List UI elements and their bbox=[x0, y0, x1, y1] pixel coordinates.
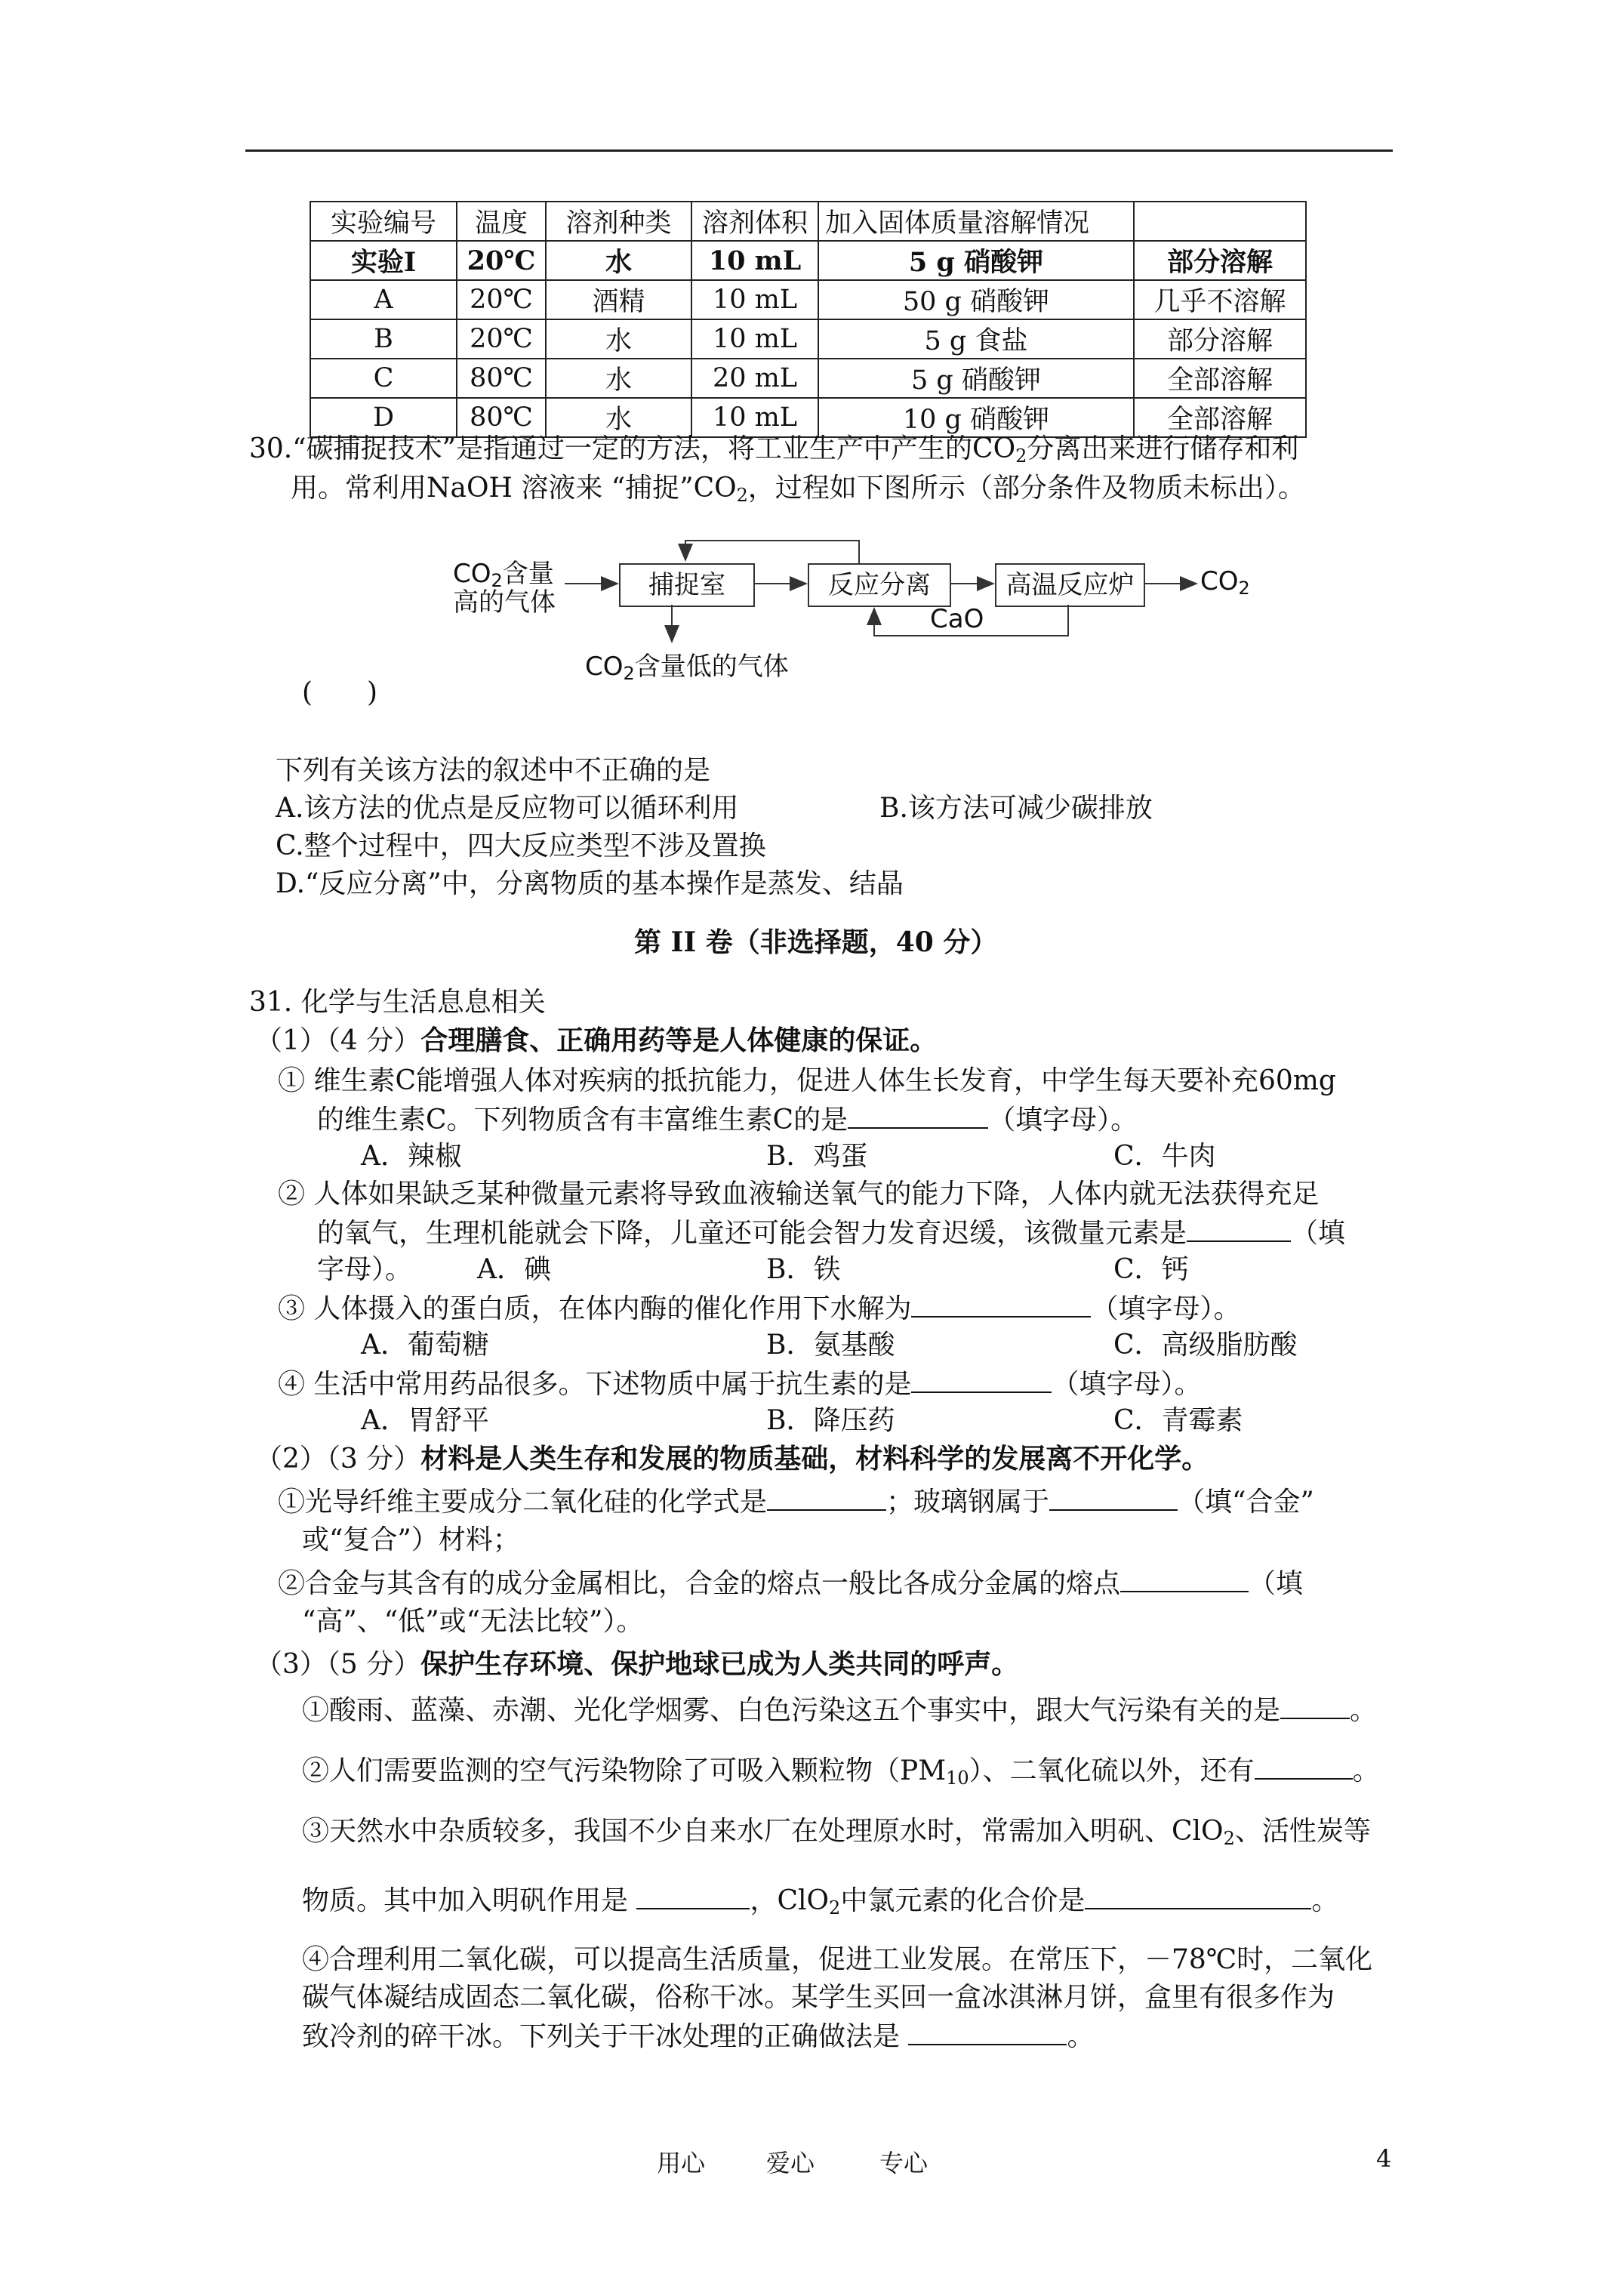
q31-text: ②人们需要监测的空气污染物除了可吸入颗粒物（PM bbox=[302, 1755, 947, 1786]
q31-text: （填 bbox=[1249, 1568, 1304, 1599]
footer-word: 爱心 bbox=[766, 2149, 815, 2177]
table-cell: 5 g 食盐 bbox=[818, 319, 1134, 359]
subscript: 2 bbox=[1223, 1828, 1235, 1849]
q31-part3-item3-line2 bbox=[302, 1882, 1338, 1925]
table-cell: 部分溶解 bbox=[1134, 241, 1306, 280]
subscript: 2 bbox=[623, 663, 635, 684]
table-header-cell: 加入固体质量溶解情况 bbox=[818, 202, 1134, 241]
q31-text: ③天然水中杂质较多，我国不少自来水厂在处理原水时，常需加入明矾、ClO bbox=[302, 1816, 1224, 1847]
q31-part2-item1-line2: 或“复合”）材料； bbox=[302, 1524, 520, 1555]
answer-blank[interactable] bbox=[1280, 1692, 1350, 1719]
q30-option-d: D.“反应分离”中，分离物质的基本操作是蒸发、结晶 bbox=[276, 868, 904, 899]
table-cell: A bbox=[310, 280, 457, 319]
q30-text: ，过程如下图所示（部分条件及物质未标出）。 bbox=[747, 473, 1305, 504]
footer-word: 专心 bbox=[879, 2149, 929, 2177]
q31-item1-line2 bbox=[317, 1102, 1138, 1138]
table-cell: 5 g 硝酸钾 bbox=[818, 359, 1134, 398]
capture-chamber-box: 捕捉室 bbox=[619, 563, 755, 607]
q31-text: ，ClO bbox=[750, 1885, 830, 1916]
table-cell: 酒精 bbox=[546, 280, 691, 319]
answer-blank[interactable] bbox=[1255, 1752, 1353, 1780]
table-cell: 部分溶解 bbox=[1134, 319, 1306, 359]
q31-text: ④ 生活中常用药品很多。下述物质中属于抗生素的是 bbox=[278, 1369, 912, 1400]
table-cell: 10 g 硝酸钾 bbox=[818, 398, 1134, 437]
q31-text: ）、二氧化硫以外，还有 bbox=[969, 1755, 1255, 1786]
option-c: C．高级脂肪酸 bbox=[1113, 1330, 1298, 1361]
cao-label: CaO bbox=[930, 604, 984, 634]
q31-text: （填字母）。 bbox=[1052, 1369, 1202, 1400]
table-header-cell: 溶剂种类 bbox=[546, 202, 691, 241]
answer-blank[interactable] bbox=[1120, 1565, 1249, 1592]
q31-text: 材料是人类生存和发展的物质基础，材料科学的发展离不开化学。 bbox=[420, 1443, 1209, 1475]
q31-part3-item4-line3 bbox=[302, 2018, 1094, 2054]
table-row bbox=[310, 359, 1306, 398]
answer-blank[interactable] bbox=[636, 1882, 750, 1909]
output-co2-label bbox=[1200, 566, 1250, 599]
q31-part2-item1 bbox=[278, 1484, 1314, 1520]
subscript: 2 bbox=[1015, 445, 1027, 467]
q30-text: 分离出来进行储存和利 bbox=[1027, 433, 1299, 464]
diagram-text: 含量低的气体 bbox=[634, 652, 789, 682]
carbon-capture-diagram bbox=[453, 536, 1283, 687]
q30-option-c: C.整个过程中，四大反应类型不涉及置换 bbox=[276, 831, 766, 861]
reaction-separation-box: 反应分离 bbox=[808, 563, 951, 607]
section-title: 第 II 卷（非选择题，40 分） bbox=[634, 926, 998, 958]
diagram-text: CO bbox=[453, 559, 491, 589]
table-cell: 水 bbox=[546, 398, 691, 437]
subscript: 2 bbox=[736, 485, 748, 506]
option-b: B．鸡蛋 bbox=[766, 1141, 868, 1172]
q31-text: （2）（3 分） bbox=[255, 1444, 421, 1475]
q31-item2-line1: ② 人体如果缺乏某种微量元素将导致血液输送氧气的能力下降，人体内就无法获得充足 bbox=[278, 1179, 1320, 1210]
option-a: A．葡萄糖 bbox=[361, 1330, 489, 1361]
diagram-text: CO bbox=[1200, 566, 1239, 596]
q31-text: ①酸雨、蓝藻、赤潮、光化学烟雾、白色污染这五个事实中，跟大气污染有关的是 bbox=[302, 1695, 1281, 1726]
input-gas-label-2: 高的气体 bbox=[453, 587, 556, 618]
q30-text: 用。常利用NaOH 溶液来 “捕捉”CO bbox=[291, 473, 737, 504]
option-a: A．辣椒 bbox=[361, 1141, 462, 1172]
q31-part3-item4-line2: 碳气体凝结成固态二氧化碳，俗称干冰。某学生买回一盒冰淇淋月饼，盒里有很多作为 bbox=[302, 1982, 1335, 2013]
table-row bbox=[310, 280, 1306, 319]
q31-text: 、活性炭等 bbox=[1234, 1816, 1371, 1847]
q31-part2-head bbox=[255, 1441, 1209, 1477]
diagram-arrows bbox=[453, 536, 1283, 687]
q31-text: 。 bbox=[1311, 1885, 1339, 1916]
subscript: 10 bbox=[946, 1767, 969, 1789]
table-cell: 全部溶解 bbox=[1134, 359, 1306, 398]
q31-text: ③ 人体摄入的蛋白质，在体内酶的催化作用下水解为 bbox=[278, 1293, 912, 1324]
option-b: B．铁 bbox=[766, 1254, 841, 1285]
subscript: 2 bbox=[829, 1897, 841, 1918]
table-cell: 全部溶解 bbox=[1134, 398, 1306, 437]
option-b: B．氨基酸 bbox=[766, 1330, 895, 1361]
table-header-cell: 实验编号 bbox=[310, 202, 457, 241]
option-a: A．碘 bbox=[477, 1254, 551, 1285]
q31-item1-line1: ① 维生素C能增强人体对疾病的抵抗能力，促进人体生长发育，中学生每天要补充60mg bbox=[278, 1065, 1336, 1096]
q31-part3-head bbox=[255, 1647, 1018, 1682]
q31-part3-item1 bbox=[302, 1692, 1377, 1728]
q31-text: 保护生存环境、保护地球已成为人类共同的呼声。 bbox=[420, 1648, 1019, 1680]
answer-blank[interactable] bbox=[911, 1366, 1052, 1393]
table-cell: 5 g 硝酸钾 bbox=[818, 241, 1134, 280]
q31-text: （填 bbox=[1291, 1218, 1346, 1249]
table-row bbox=[310, 241, 1306, 280]
footer-word: 用心 bbox=[657, 2149, 706, 2177]
subscript: 2 bbox=[491, 570, 503, 591]
q31-item4 bbox=[278, 1366, 1201, 1402]
option-b: B．降压药 bbox=[766, 1405, 895, 1436]
q30-option-b: B.该方法可减少碳排放 bbox=[879, 793, 1153, 824]
q30-text: 30.“碳捕捉技术”是指通过一定的方法，将工业生产中产生的CO bbox=[249, 433, 1016, 464]
option-c: C．牛肉 bbox=[1113, 1141, 1216, 1172]
q30-line2 bbox=[291, 471, 1305, 513]
diagram-text: 含量 bbox=[502, 559, 554, 589]
q31-text: （填字母）。 bbox=[1091, 1293, 1241, 1324]
q31-text: （1）（4 分） bbox=[255, 1025, 421, 1056]
header-rule bbox=[245, 149, 1393, 152]
table-cell: 20℃ bbox=[457, 241, 546, 280]
furnace-box: 高温反应炉 bbox=[995, 563, 1145, 607]
q31-text: （3）（5 分） bbox=[255, 1649, 421, 1680]
subscript: 2 bbox=[1238, 578, 1250, 599]
q31-text: ；玻璃钢属于 bbox=[886, 1487, 1050, 1518]
q31-text: 中氯元素的化合价是 bbox=[840, 1885, 1086, 1916]
answer-blank[interactable] bbox=[848, 1102, 988, 1129]
table-cell: 几乎不溶解 bbox=[1134, 280, 1306, 319]
q31-part3-item4-line1: ④合理利用二氧化碳，可以提高生活质量，促进工业发展。在常压下，－78℃时，二氧化 bbox=[302, 1944, 1373, 1975]
q31-item3 bbox=[278, 1290, 1240, 1327]
table-cell: 10 mL bbox=[691, 280, 818, 319]
table-cell: 80℃ bbox=[457, 398, 546, 437]
answer-blank[interactable] bbox=[1187, 1215, 1291, 1242]
table-header-cell: 溶剂体积 bbox=[691, 202, 818, 241]
option-c: C．青霉素 bbox=[1113, 1405, 1243, 1436]
table-cell: 实验Ⅰ bbox=[310, 241, 457, 280]
q31-text: 致冷剂的碎干冰。下列关于干冰处理的正确做法是 bbox=[302, 2021, 909, 2052]
q31-part2-item2 bbox=[278, 1565, 1303, 1601]
table-cell: C bbox=[310, 359, 457, 398]
option-a: A．胃舒平 bbox=[361, 1405, 489, 1436]
q31-text: 的氧气，生理机能就会下降，儿童还可能会智力发育迟缓，该微量元素是 bbox=[317, 1218, 1187, 1249]
table-cell: B bbox=[310, 319, 457, 359]
q31-part1-head bbox=[255, 1023, 937, 1059]
q31-text: 。 bbox=[1350, 1695, 1378, 1726]
table-header-cell: 温度 bbox=[457, 202, 546, 241]
table-cell: 水 bbox=[546, 241, 691, 280]
q31-text: 物质。其中加入明矾作用是 bbox=[302, 1885, 637, 1916]
answer-paren: ( ) bbox=[302, 677, 378, 708]
table-cell: 10 mL bbox=[691, 398, 818, 437]
q30-stem: 下列有关该方法的叙述中不正确的是 bbox=[276, 755, 711, 786]
option-c: C．钙 bbox=[1113, 1254, 1189, 1285]
q31-text: 的维生素C。下列物质含有丰富维生素C的是 bbox=[317, 1105, 848, 1136]
q30-option-a: A.该方法的优点是反应物可以循环利用 bbox=[276, 793, 739, 824]
q31-part3-item3 bbox=[302, 1814, 1371, 1856]
table-cell: 水 bbox=[546, 359, 691, 398]
q30-line1 bbox=[249, 432, 1298, 473]
q31-title: 31. 化学与生活息息相关 bbox=[249, 987, 546, 1018]
diagram-text: CO bbox=[585, 652, 624, 682]
table-cell: 80℃ bbox=[457, 359, 546, 398]
answer-blank[interactable] bbox=[1085, 1882, 1311, 1909]
table-cell: 20℃ bbox=[457, 319, 546, 359]
table-cell: 20 mL bbox=[691, 359, 818, 398]
answer-blank[interactable] bbox=[908, 2018, 1067, 2045]
table-cell: 20℃ bbox=[457, 280, 546, 319]
table-cell: D bbox=[310, 398, 457, 437]
table-header-cell bbox=[1134, 202, 1306, 241]
q31-text: ①光导纤维主要成分二氧化硅的化学式是 bbox=[278, 1487, 768, 1518]
q31-text: （填字母）。 bbox=[988, 1105, 1138, 1136]
table-header-row bbox=[310, 202, 1306, 241]
q31-part2-item2-line2: “高”、“低”或“无法比较”）。 bbox=[302, 1606, 644, 1637]
q31-item2-line2 bbox=[317, 1215, 1345, 1251]
q31-text: （填“合金” bbox=[1178, 1487, 1314, 1518]
experiment-table bbox=[310, 201, 1307, 438]
table-cell: 水 bbox=[546, 319, 691, 359]
q31-part3-item2 bbox=[302, 1752, 1380, 1795]
table-cell: 50 g 硝酸钾 bbox=[818, 280, 1134, 319]
q31-text: ②合金与其含有的成分金属相比，合金的熔点一般比各成分金属的熔点 bbox=[278, 1568, 1121, 1599]
page-number: 4 bbox=[1376, 2144, 1392, 2173]
q31-text: 。 bbox=[1352, 1755, 1380, 1786]
table-cell: 10 mL bbox=[691, 319, 818, 359]
table-row bbox=[310, 319, 1306, 359]
table-cell: 10 mL bbox=[691, 241, 818, 280]
q31-item2-line3: 字母）。 bbox=[317, 1254, 413, 1285]
q31-text: 。 bbox=[1067, 2021, 1095, 2052]
answer-blank[interactable] bbox=[1049, 1484, 1178, 1511]
q31-text: 合理膳食、正确用药等是人体健康的保证。 bbox=[420, 1025, 938, 1056]
low-co2-gas-label bbox=[585, 646, 789, 684]
answer-blank[interactable] bbox=[911, 1290, 1091, 1318]
answer-blank[interactable] bbox=[767, 1484, 886, 1511]
